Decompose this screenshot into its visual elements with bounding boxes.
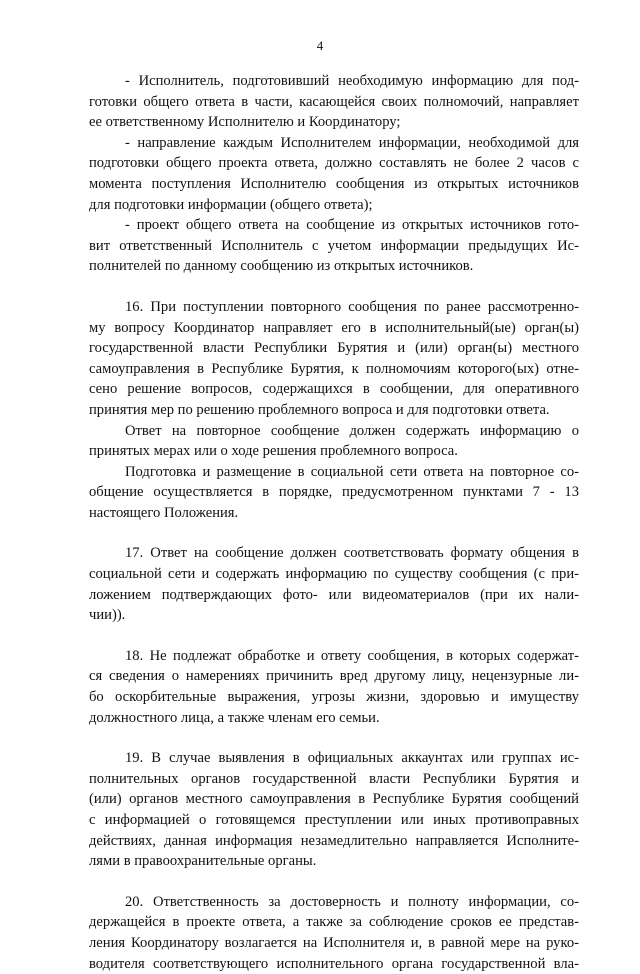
text-line: действиях, данная информация незамедлительно направляется Исполните- [89,832,579,849]
paragraph-item-17 [89,543,579,625]
text-line: подготовки общего проекта ответа, должно составлять не более 2 часов с [89,155,579,172]
text-line: должностного лица, а также членам его семьи. [89,709,380,726]
text-line: держащейся в проекте ответа, а также за соблюдение сроков ее представ- [89,914,579,931]
text-line: Ответ на повторное сообщение должен содержать информацию о [125,422,579,439]
text-line: настоящего Положения. [89,504,239,521]
text-line: 17. Ответ на сообщение должен соответствовать формату общения в [125,545,579,562]
text-line: принятых мерах или о ходе решения проблемного вопроса. [89,443,458,460]
paragraph-item-19 [89,748,579,872]
text-line: (или) органов местного самоуправления в Республике Бурятия сообщений [89,791,579,808]
text-line: ления Координатору возлагается на Исполнителя и, в равной мере на руко- [89,934,579,951]
text-line: сено решение вопросов, содержащихся в сообщении, для оперативного [89,381,579,398]
document-body [89,71,579,974]
text-line: момента поступления Исполнителю сообщения из открытых источников [89,175,579,192]
text-line: 16. При поступлении повторного сообщения по ранее рассмотренно- [125,298,579,315]
paragraph-bullet-1 [89,71,579,133]
text-line: - проект общего ответа на сообщение из открытых источников гото- [125,217,579,234]
text-line: самоуправления в Республике Бурятия, к полномочиям которого(ых) отне- [89,360,579,377]
paragraph-bullet-2 [89,133,579,215]
text-line: водителя соответствующего исполнительного органа государственной вла- [89,955,579,972]
text-line: - направление каждым Исполнителем информации, необходимой для [125,134,579,151]
text-line: готовки общего ответа в части, касающейся своих полномочий, направляет [89,93,579,110]
text-line: чии)). [89,607,126,624]
paragraph-item-20 [89,892,579,974]
text-line: ложением подтверждающих фото- или видеоматериалов (при их нали- [89,586,579,603]
text-line: полнителей по данному сообщению из открытых источников. [89,258,474,275]
paragraph-bullet-3 [89,215,579,277]
text-line: 19. В случае выявления в официальных аккаунтах или группах ис- [125,750,579,767]
text-line: государственной власти Республики Бурятия и (или) орган(ы) местного [89,340,579,357]
text-line: социальной сети и содержать информацию по существу сообщения (с при- [89,566,579,583]
text-line: с информацией о готовящемся преступлении или иных противоправных [89,812,579,828]
text-line: Подготовка и размещение в социальной сети ответа на повторное со- [125,463,579,480]
text-line: общение осуществляется в порядке, предусмотренном пунктами 7 - 13 [89,484,579,501]
text-line: вит ответственный Исполнитель с учетом информации предыдущих Ис- [89,237,579,254]
text-line: 18. Не подлежат обработке и ответу сообщения, в которых содержат- [125,647,579,664]
text-line: - Исполнитель, подготовивший необходимую информацию для под- [125,73,579,89]
paragraph-item-16-procedure [89,462,579,524]
text-line: ся сведения о намерениях причинить вред другому лицу, нецензурные ли- [89,668,579,685]
text-line: принятия мер по решению проблемного вопроса и для подготовки ответа. [89,401,550,418]
text-line: ее ответственному Исполнителю и Координатору; [89,114,401,131]
text-line: лями в правоохранительные органы. [89,853,317,870]
text-line: 20. Ответственность за достоверность и полноту информации, со- [125,893,579,910]
text-line: для подготовки информации (общего ответа); [89,196,373,213]
text-line: му вопросу Координатор направляет его в исполнительный(ые) орган(ы) [89,319,579,336]
paragraph-item-16-answer [89,421,579,462]
text-line: полнительных органов государственной власти Республики Бурятия и [89,770,579,787]
paragraph-item-16 [89,297,579,421]
text-line: бо оскорбительные выражения, угрозы жизни, здоровью и имуществу [89,689,579,706]
paragraph-item-18 [89,646,579,728]
page-number: 4 [316,38,324,53]
